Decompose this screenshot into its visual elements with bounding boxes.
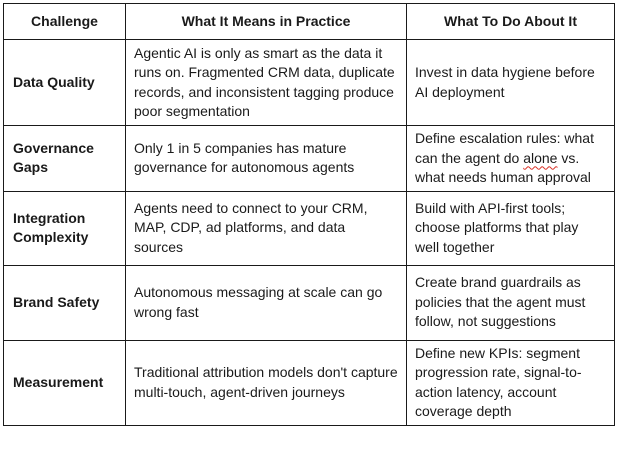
action-cell: Create brand guardrails as policies that the agent must follow, not suggestions: [407, 265, 615, 340]
challenge-cell: Governance Gaps: [4, 126, 126, 192]
spellcheck-flagged-word[interactable]: alone: [523, 149, 558, 166]
action-cell: Define new KPIs: segment progression rate, signal-to-action latency, account coverage depth: [407, 340, 615, 425]
challenge-cell: Data Quality: [4, 40, 126, 126]
challenge-cell: Integration Complexity: [4, 191, 126, 265]
header-meaning: What It Means in Practice: [126, 4, 407, 40]
challenge-cell: Measurement: [4, 340, 126, 425]
table-header-row: [4, 4, 615, 40]
table-row: [4, 340, 615, 425]
header-action: What To Do About It: [407, 4, 615, 40]
action-cell: Invest in data hygiene before AI deployment: [407, 40, 615, 126]
table-row: [4, 191, 615, 265]
header-challenge: Challenge: [4, 4, 126, 40]
action-cell: Build with API-first tools; choose platforms that play well together: [407, 191, 615, 265]
action-text-before: Define escalation rules: what can the agent do: [415, 130, 594, 166]
action-text-after: vs. what needs human approval: [415, 149, 591, 185]
challenges-table: [3, 3, 615, 426]
meaning-cell: Autonomous messaging at scale can go wrong fast: [126, 265, 407, 340]
table-row: [4, 265, 615, 340]
meaning-cell: Agents need to connect to your CRM, MAP, CDP, ad platforms, and data sources: [126, 191, 407, 265]
meaning-cell: Traditional attribution models don't capture multi-touch, agent-driven journeys: [126, 340, 407, 425]
meaning-cell: Only 1 in 5 companies has mature governance for autonomous agents: [126, 126, 407, 192]
table-row: [4, 40, 615, 126]
table-row: [4, 126, 615, 192]
action-cell: [407, 126, 615, 192]
meaning-cell: Agentic AI is only as smart as the data it runs on. Fragmented CRM data, duplicate records, and inconsistent tagging produce poor segmentation: [126, 40, 407, 126]
challenge-cell: Brand Safety: [4, 265, 126, 340]
